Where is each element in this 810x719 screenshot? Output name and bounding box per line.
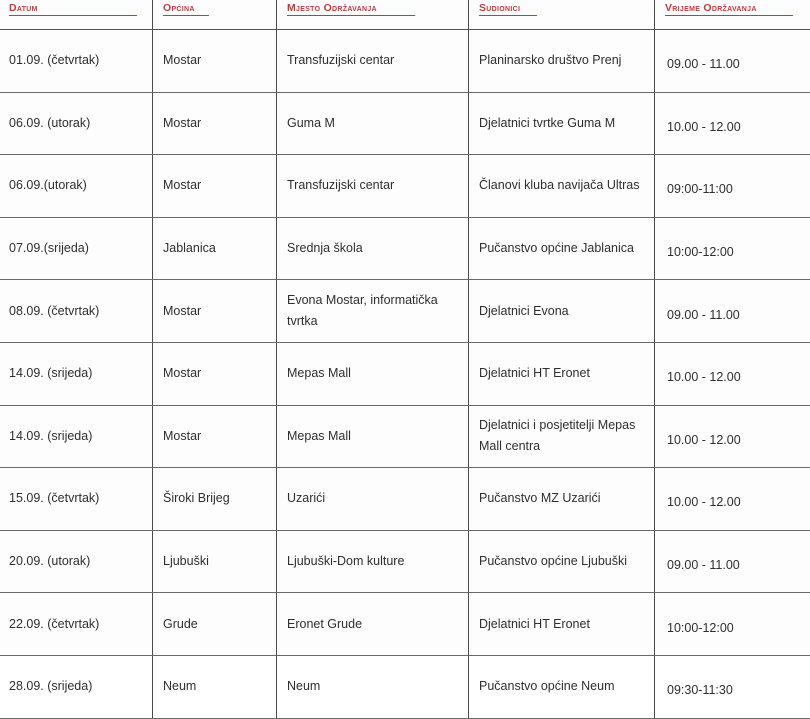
cell-sudionici: Djelatnici i posjetitelji Mepas Mall centra <box>469 405 655 468</box>
cell-vrijeme: 10.00 - 12.00 <box>655 342 810 405</box>
cell-opcina: Mostar <box>153 342 277 405</box>
cell-sudionici: Pučanstvo općine Neum <box>469 655 655 718</box>
cell-mjesto: Srednja škola <box>277 217 469 280</box>
table-row <box>0 155 810 218</box>
table-row <box>0 342 810 405</box>
header-opcina-label: Općina <box>163 2 209 16</box>
cell-mjesto: Transfuzijski centar <box>277 30 469 93</box>
cell-opcina: Mostar <box>153 30 277 93</box>
cell-vrijeme: 10.00 - 12.00 <box>655 405 810 468</box>
table-row <box>0 92 810 155</box>
cell-sudionici: Članovi kluba navijača Ultras <box>469 155 655 218</box>
cell-vrijeme: 10.00 - 12.00 <box>655 468 810 531</box>
cell-vrijeme: 09.00 - 11.00 <box>655 530 810 593</box>
table-row <box>0 530 810 593</box>
cell-opcina: Mostar <box>153 280 277 343</box>
header-sudionici <box>469 0 655 30</box>
cell-sudionici: Planinarsko društvo Prenj <box>469 30 655 93</box>
table-row <box>0 468 810 531</box>
cell-opcina: Grude <box>153 593 277 656</box>
cell-datum: 08.09. (četvrtak) <box>0 280 153 343</box>
header-opcina <box>153 0 277 30</box>
cell-datum: 01.09. (četvrtak) <box>0 30 153 93</box>
cell-sudionici: Djelatnici HT Eronet <box>469 342 655 405</box>
cell-opcina: Ljubuški <box>153 530 277 593</box>
table-body <box>0 30 810 719</box>
cell-datum: 14.09. (srijeda) <box>0 342 153 405</box>
cell-opcina: Neum <box>153 655 277 718</box>
cell-opcina: Mostar <box>153 405 277 468</box>
cell-sudionici: Pučanstvo općine Ljubuški <box>469 530 655 593</box>
cell-datum: 20.09. (utorak) <box>0 530 153 593</box>
cell-vrijeme: 09:30-11:30 <box>655 655 810 718</box>
header-mjesto <box>277 0 469 30</box>
cell-mjesto: Ljubuški-Dom kulture <box>277 530 469 593</box>
header-sudionici-label: Sudionici <box>479 2 537 16</box>
table-row <box>0 405 810 468</box>
cell-vrijeme: 09:00-11:00 <box>655 155 810 218</box>
header-datum-label: Datum <box>9 2 137 16</box>
cell-mjesto: Transfuzijski centar <box>277 155 469 218</box>
cell-vrijeme: 09.00 - 11.00 <box>655 280 810 343</box>
cell-datum: 06.09. (utorak) <box>0 92 153 155</box>
header-datum <box>0 0 153 30</box>
cell-datum: 22.09. (četvrtak) <box>0 593 153 656</box>
cell-sudionici: Djelatnici HT Eronet <box>469 593 655 656</box>
table-row <box>0 280 810 343</box>
cell-opcina: Široki Brijeg <box>153 468 277 531</box>
cell-vrijeme: 10:00-12:00 <box>655 593 810 656</box>
cell-mjesto: Neum <box>277 655 469 718</box>
table-row <box>0 655 810 718</box>
cell-sudionici: Pučanstvo općine Jablanica <box>469 217 655 280</box>
cell-mjesto: Mepas Mall <box>277 405 469 468</box>
cell-mjesto: Uzarići <box>277 468 469 531</box>
table-row <box>0 30 810 93</box>
cell-sudionici: Djelatnici Evona <box>469 280 655 343</box>
cell-sudionici: Djelatnici tvrtke Guma M <box>469 92 655 155</box>
cell-vrijeme: 10:00-12:00 <box>655 217 810 280</box>
cell-mjesto: Evona Mostar, informatička tvrtka <box>277 280 469 343</box>
header-vrijeme <box>655 0 810 30</box>
cell-datum: 14.09. (srijeda) <box>0 405 153 468</box>
cell-mjesto: Eronet Grude <box>277 593 469 656</box>
cell-datum: 06.09.(utorak) <box>0 155 153 218</box>
cell-datum: 07.09.(srijeda) <box>0 217 153 280</box>
cell-opcina: Mostar <box>153 92 277 155</box>
header-row <box>0 0 810 30</box>
cell-opcina: Mostar <box>153 155 277 218</box>
table-row <box>0 217 810 280</box>
cell-mjesto: Mepas Mall <box>277 342 469 405</box>
header-vrijeme-label: Vrijeme Održavanja <box>665 2 793 16</box>
cell-vrijeme: 10.00 - 12.00 <box>655 92 810 155</box>
cell-mjesto: Guma M <box>277 92 469 155</box>
cell-datum: 15.09. (četvrtak) <box>0 468 153 531</box>
cell-sudionici: Pučanstvo MZ Uzarići <box>469 468 655 531</box>
header-mjesto-label: Mjesto Održavanja <box>287 2 415 16</box>
cell-vrijeme: 09.00 - 11.00 <box>655 30 810 93</box>
cell-datum: 28.09. (srijeda) <box>0 655 153 718</box>
cell-opcina: Jablanica <box>153 217 277 280</box>
table-header <box>0 0 810 30</box>
table-row <box>0 593 810 656</box>
